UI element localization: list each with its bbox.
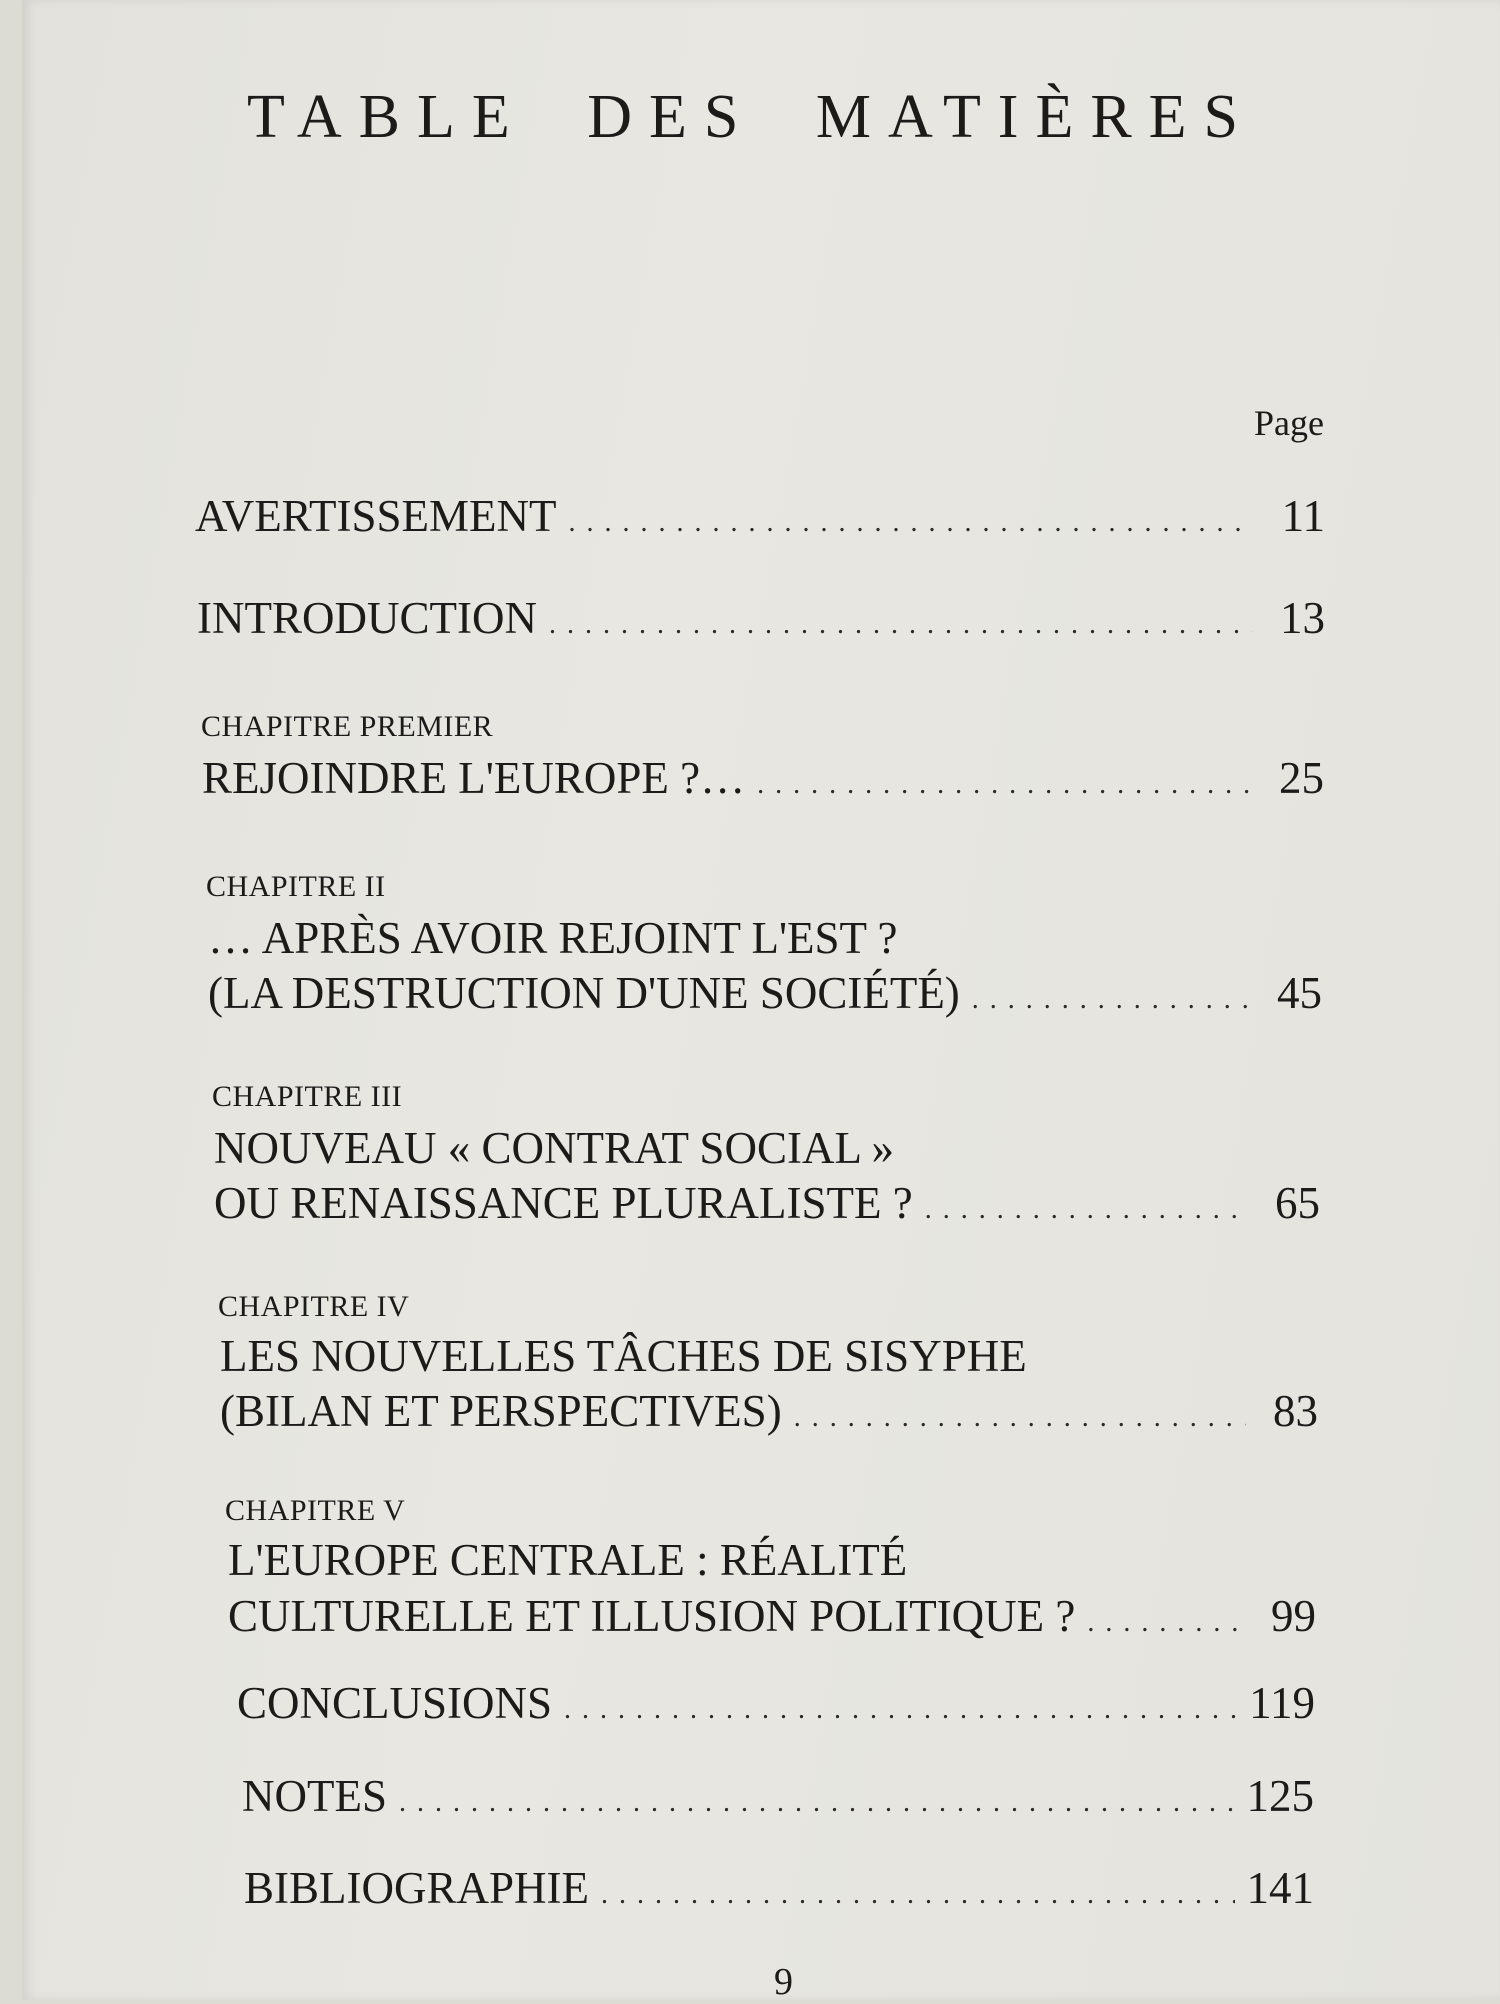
entry-page: 141 bbox=[1246, 1863, 1314, 1913]
dot-leader bbox=[925, 1194, 1248, 1226]
toc-title: TABLE DES MATIÈRES bbox=[247, 83, 1256, 151]
chapter-label: CHAPITRE III bbox=[212, 1080, 403, 1113]
toc-entry-chapter-4[interactable] bbox=[220, 1385, 1318, 1437]
entry-page: 125 bbox=[1246, 1771, 1314, 1821]
entry-title: INTRODUCTION bbox=[197, 593, 537, 643]
dot-leader bbox=[972, 984, 1250, 1016]
chapter-label: CHAPITRE IV bbox=[218, 1290, 410, 1323]
entry-title-line: LES NOUVELLES TÂCHES DE SISYPHE bbox=[220, 1331, 1027, 1381]
entry-title: (BILAN ET PERSPECTIVES) bbox=[220, 1386, 782, 1436]
entry-page: 11 bbox=[1281, 491, 1325, 541]
page-number: 9 bbox=[774, 1961, 793, 2003]
entry-title-line: … APRÈS AVOIR REJOINT L'EST ? bbox=[208, 913, 898, 963]
toc-entry-introduction[interactable] bbox=[197, 592, 1325, 644]
toc-entry-notes[interactable] bbox=[242, 1770, 1314, 1822]
dot-leader bbox=[757, 769, 1252, 801]
dot-leader bbox=[399, 1787, 1235, 1819]
chapter-label: CHAPITRE PREMIER bbox=[201, 710, 494, 743]
book-page bbox=[22, 0, 1500, 2003]
entry-title-line: NOUVEAU « CONTRAT SOCIAL » bbox=[214, 1123, 895, 1173]
toc-entry-chapter-1[interactable] bbox=[202, 752, 1324, 804]
entry-title: OU RENAISSANCE PLURALISTE ? bbox=[214, 1178, 913, 1228]
toc-entry-chapter-5[interactable] bbox=[228, 1590, 1316, 1642]
toc-entry-bibliographie[interactable] bbox=[244, 1862, 1314, 1914]
entry-page: 65 bbox=[1275, 1178, 1320, 1228]
dot-leader bbox=[1087, 1607, 1244, 1639]
entry-page: 83 bbox=[1273, 1386, 1318, 1436]
toc-entry-chapter-2[interactable] bbox=[208, 967, 1322, 1019]
chapter-label: CHAPITRE II bbox=[206, 870, 386, 903]
entry-title: (LA DESTRUCTION D'UNE SOCIÉTÉ) bbox=[208, 968, 960, 1018]
toc-entry-avertissement[interactable] bbox=[195, 490, 1325, 542]
entry-title-line: L'EUROPE CENTRALE : RÉALITÉ bbox=[228, 1535, 908, 1585]
dot-leader bbox=[794, 1402, 1246, 1434]
entry-page: 13 bbox=[1280, 593, 1325, 643]
toc-entry-chapter-3[interactable] bbox=[214, 1177, 1320, 1229]
page-column-header: Page bbox=[1254, 403, 1324, 443]
chapter-label: CHAPITRE V bbox=[225, 1494, 406, 1527]
entry-page: 25 bbox=[1279, 753, 1324, 803]
toc-entry-conclusions[interactable] bbox=[237, 1677, 1315, 1729]
entry-title: CONCLUSIONS bbox=[237, 1678, 553, 1728]
entry-title: BIBLIOGRAPHIE bbox=[244, 1863, 589, 1913]
entry-page: 119 bbox=[1249, 1678, 1315, 1728]
entry-title: AVERTISSEMENT bbox=[195, 491, 557, 541]
dot-leader bbox=[564, 1694, 1237, 1726]
entry-page: 99 bbox=[1271, 1591, 1316, 1641]
dot-leader bbox=[569, 507, 1254, 539]
entry-title: REJOINDRE L'EUROPE ?… bbox=[202, 753, 746, 803]
entry-title: NOTES bbox=[242, 1771, 387, 1821]
dot-leader bbox=[601, 1879, 1235, 1911]
dot-leader bbox=[549, 609, 1253, 641]
entry-page: 45 bbox=[1277, 968, 1322, 1018]
entry-title: CULTURELLE ET ILLUSION POLITIQUE ? bbox=[228, 1591, 1076, 1641]
